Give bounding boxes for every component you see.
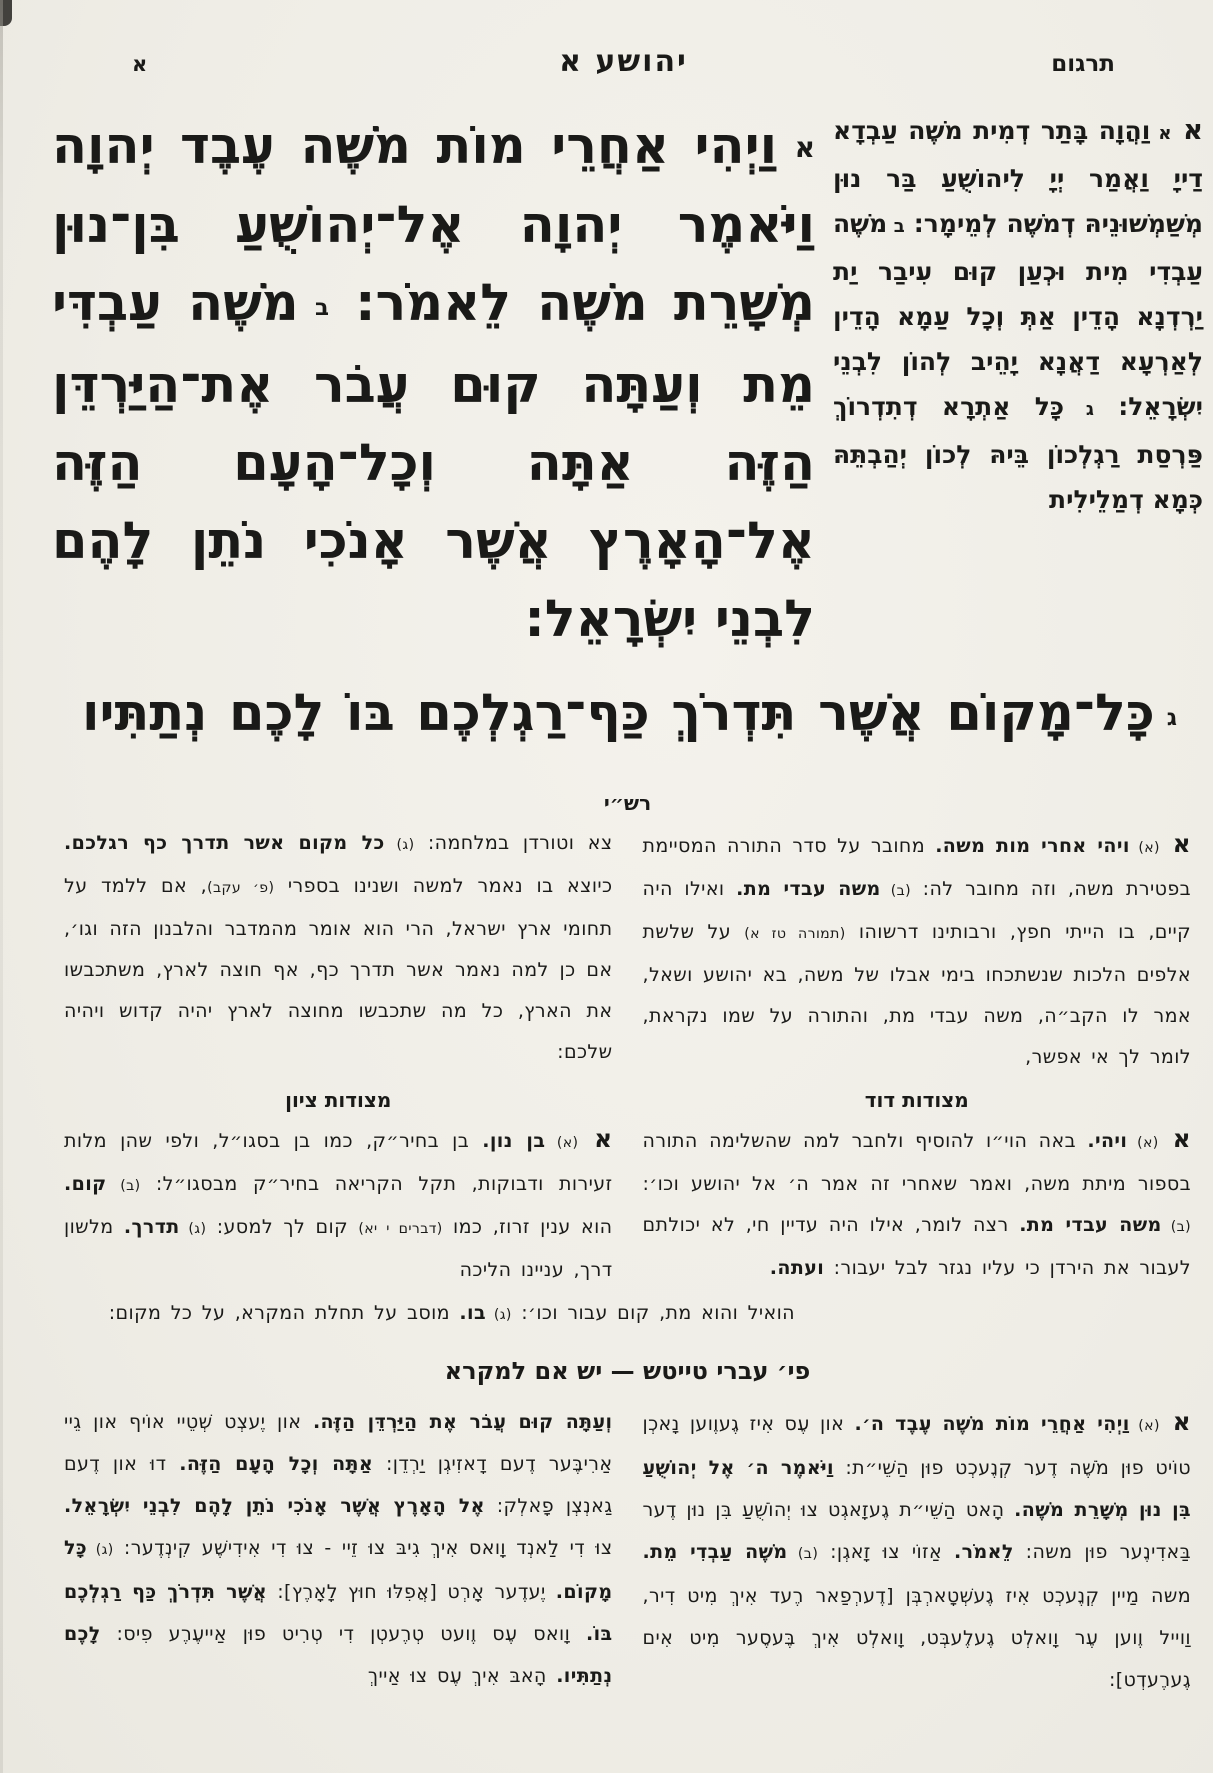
page-header (52, 44, 1203, 96)
metzudot-david-header: מצודות דוד (864, 1088, 969, 1112)
rashi-section (52, 791, 1203, 1078)
metzudot-continuation-line: הואיל והוא מת, קום עבור וכו׳: (ג) בו. מוסב על תחלת המקרא, על כל מקום: (108, 1302, 795, 1324)
scan-edge-shadow (0, 0, 3, 1773)
metzudot-section (52, 1088, 1203, 1335)
yiddish-column-right: א (א) וַיְהִי אַחֲרֵי מוֹת מֹשֶׁה עֶבֶד ה׳. און עֶס אִיז גֶעוֶוען נָאכְן טוֹיט פוּן מֹשֶׁה דֶער קְנֶעכְט פוּן הַשֵׁי״ת: וַיֹּאמֶר ה׳ אֶל יְהוֹשֻׁעַ בִּן נוּן מְשָׁרֵת מֹשֶׁה. הָאט הַשֵׁי״ת גֶעזָאגְט צוּ יְהוֹשֻׁעַ בִּן נוּן דֶער בַּאדִינֶער פוּן משה: לֵאמֹר. אַזוֹי צוּ זָאגְן: (ב) מֹשֶׁה עַבְדִי מֵת. משה מַיין קְנֶעכְט אִיז גֶעשְׁטָארְבְּן [דֶערְפַאר רֶעד אִיךְ מִיט דִיר, וַוייל וֶוען עֶר וָואלְט גֶעלֶעבְּט, וָואלְט אִיךְ בֶּעסֶער מִיט אִים גֶערֶעדְט]: (642, 1407, 1192, 1691)
verse-text-part1: א וַיְהִי אַחֲרֵי מוֹת מֹשֶׁה עֶבֶד יְהוָה וַיֹּאמֶר יְהוָה אֶל־יְהוֹשֻׁעַ בִּן־נוּן מְשָׁרֵת מֹשֶׁה לֵאמֹר: ב מֹשֶׁה עַבְדִּי מֵת וְעַתָּה קוּם עֲבֹר אֶת־הַיַּרְדֵּן הַזֶּה אַתָּה וְכָל־הָעָם הַזֶּה אֶל־הָאָרֶץ אֲשֶׁר אָנֹכִי נֹתֵן לָהֶם לִבְנֵי יִשְׂרָאֵל: (52, 117, 815, 649)
scripture-section (52, 108, 1203, 659)
section-label: תרגום (1051, 51, 1115, 77)
yiddish-columns (52, 1401, 1203, 1701)
metzudot-david-column: א (א) ויהי. באה הוי״ו להוסיף ולחבר למה שהשלימה התורה בספור מיתת משה, ואמר שאחרי זה אמר ה׳ אל יהושע וכו׳: (ב) משה עבדי מת. רצה לומר, אילו היה עדיין חי, לא יכולתם לעבור את הירדן כי עליו נגזר לבל יעבור: ועתה. (642, 1124, 1191, 1279)
yiddish-column-left: וְעַתָּה קוּם עֲבֹר אֶת הַיַּרְדֵּן הַזֶּה. און יֶעצְט שְׁטֵיי אוֹיף און גֵיי אַרִיבֶּער דֶעם דָאזִיגְן יַרְדֵן: אַתָּה וְכָל הָעָם הַזֶּה. דוּ און דֶעם גַאנְצְן פָאלְק: אֶל הָאָרֶץ אֲשֶׁר אָנֹכִי נֹתֵן לָהֶם לִבְנֵי יִשְׂרָאֵל. צוּ דִי לַאנְד וָואס אִיךְ גִיבּ צוּ זֵיי - צוּ דִי אִידִישֶׁע קִינְדֶער: (ג) כָּל מָקוֹם. יֶעדֶער אָרְט [אֲפִלּוּ חוּץ לָאָרֶץ]: אֲשֶׁר תִּדְרֹךְ כַּף רַגְלְכֶם בּוֹ. וָואס עֶס וֶועט טְרֶעטְן דִי טְרִיט פוּן אַייעֶרֶע פִיס: לָכֶם נְתַתִּיו. הָאבּ אִיךְ עֶס צוּ אַייךְ (64, 1411, 613, 1687)
rashi-column-left: צא וטורדן במלחמה: (ג) כל מקום אשר תדרך כף רגלכם. כיוצא בו נאמר למשה ושנינו בספרי (פ׳ עקב), אם ללמד על תחומי ארץ ישראל, הרי הוא אומר מהמדבר והלבנון הזה וגו׳, אם כן למה נאמר אשר תדרך כף, אף חוצה לארץ, משתכבשו את הארץ, כל מה שתכבשו מחוצה לארץ יהיה קדוש ויהיה שלכם: (64, 832, 613, 1063)
yiddish-section (52, 1357, 1203, 1701)
page-title: יהושע א (559, 44, 688, 79)
metzudot-columns (52, 1118, 1203, 1291)
metzudot-tzion-column: א (א) בן נון. בן בחיר״ק, כמו בן בסגו״ל, ולפי שהן מלות זעירות ודבוקות, תקל הקריאה בחיר״ק מבסגו״ל: (ב) קום. הוא ענין זרוז, כמו (דברים י יא) קום לך למסע: (ג) תדרך. מלשון דרך, עניינו הליכה (64, 1124, 613, 1281)
targum-column: א א וַהֲוָה בָּתַר דְמִית מֹשֶׁה עַבְדָא דַייָ וַאֲמַר יְיָ לִיהוֹשֻׁעַ בַּר נוּן מְשַׁמְשׁוּנֵיהּ דְמֹשֶׁה לְמֵימָר: ב מֹשֶׁה עַבְדִי מִית וּכְעַן קוּם עִיבַר יַת יַרְדְנָא הָדֵין אַתְּ וְכָל עַמָא הָדֵין לְאַרְעָא דַאֲנָא יָהֵיב לְהוֹן לִבְנֵי יִשְׂרָאֵל: ג כָּל אַתְרָא דְתִדְרוֹךְ פַּרְסַת רַגְלְכוֹן בֵּיהּ לְכוֹן יְהַבְתֵּהּ כְּמָא דְמַלֵילִית (833, 114, 1204, 514)
metzudot-tzion-header: מצודות ציון (285, 1088, 392, 1112)
yiddish-header: פי׳ עברי טייטש — יש אם למקרא (444, 1357, 811, 1385)
folio-letter: א (132, 52, 148, 76)
rashi-header: רש״י (603, 791, 652, 815)
verse-block (52, 108, 815, 659)
rashi-columns (52, 823, 1203, 1078)
rashi-column-right: א (א) ויהי אחרי מות משה. מחובר על סדר התורה המסיימת בפטירת משה, וזה מחובר לה: (ב) משה עבדי מת. ואילו היה קיים, בו הייתי חפץ, ורבותינו דרשוהו (תמורה טז א) על שלשת אלפים הלכות שנשתכחו בימי אבלו של משה, בא יהושע ושאל, אמר לו הקב״ה, משה עבדי מת, והתורה על שמו נקראת, לומר לך אי אפשר, (642, 829, 1191, 1068)
metzudot-headers (52, 1088, 1203, 1118)
verse-text-part2: ג כָּל־מָקוֹם אֲשֶׁר תִּדְרֹךְ כַּף־רַגְלְכֶם בּוֹ לָכֶם נְתַתִּיו (82, 684, 1177, 743)
